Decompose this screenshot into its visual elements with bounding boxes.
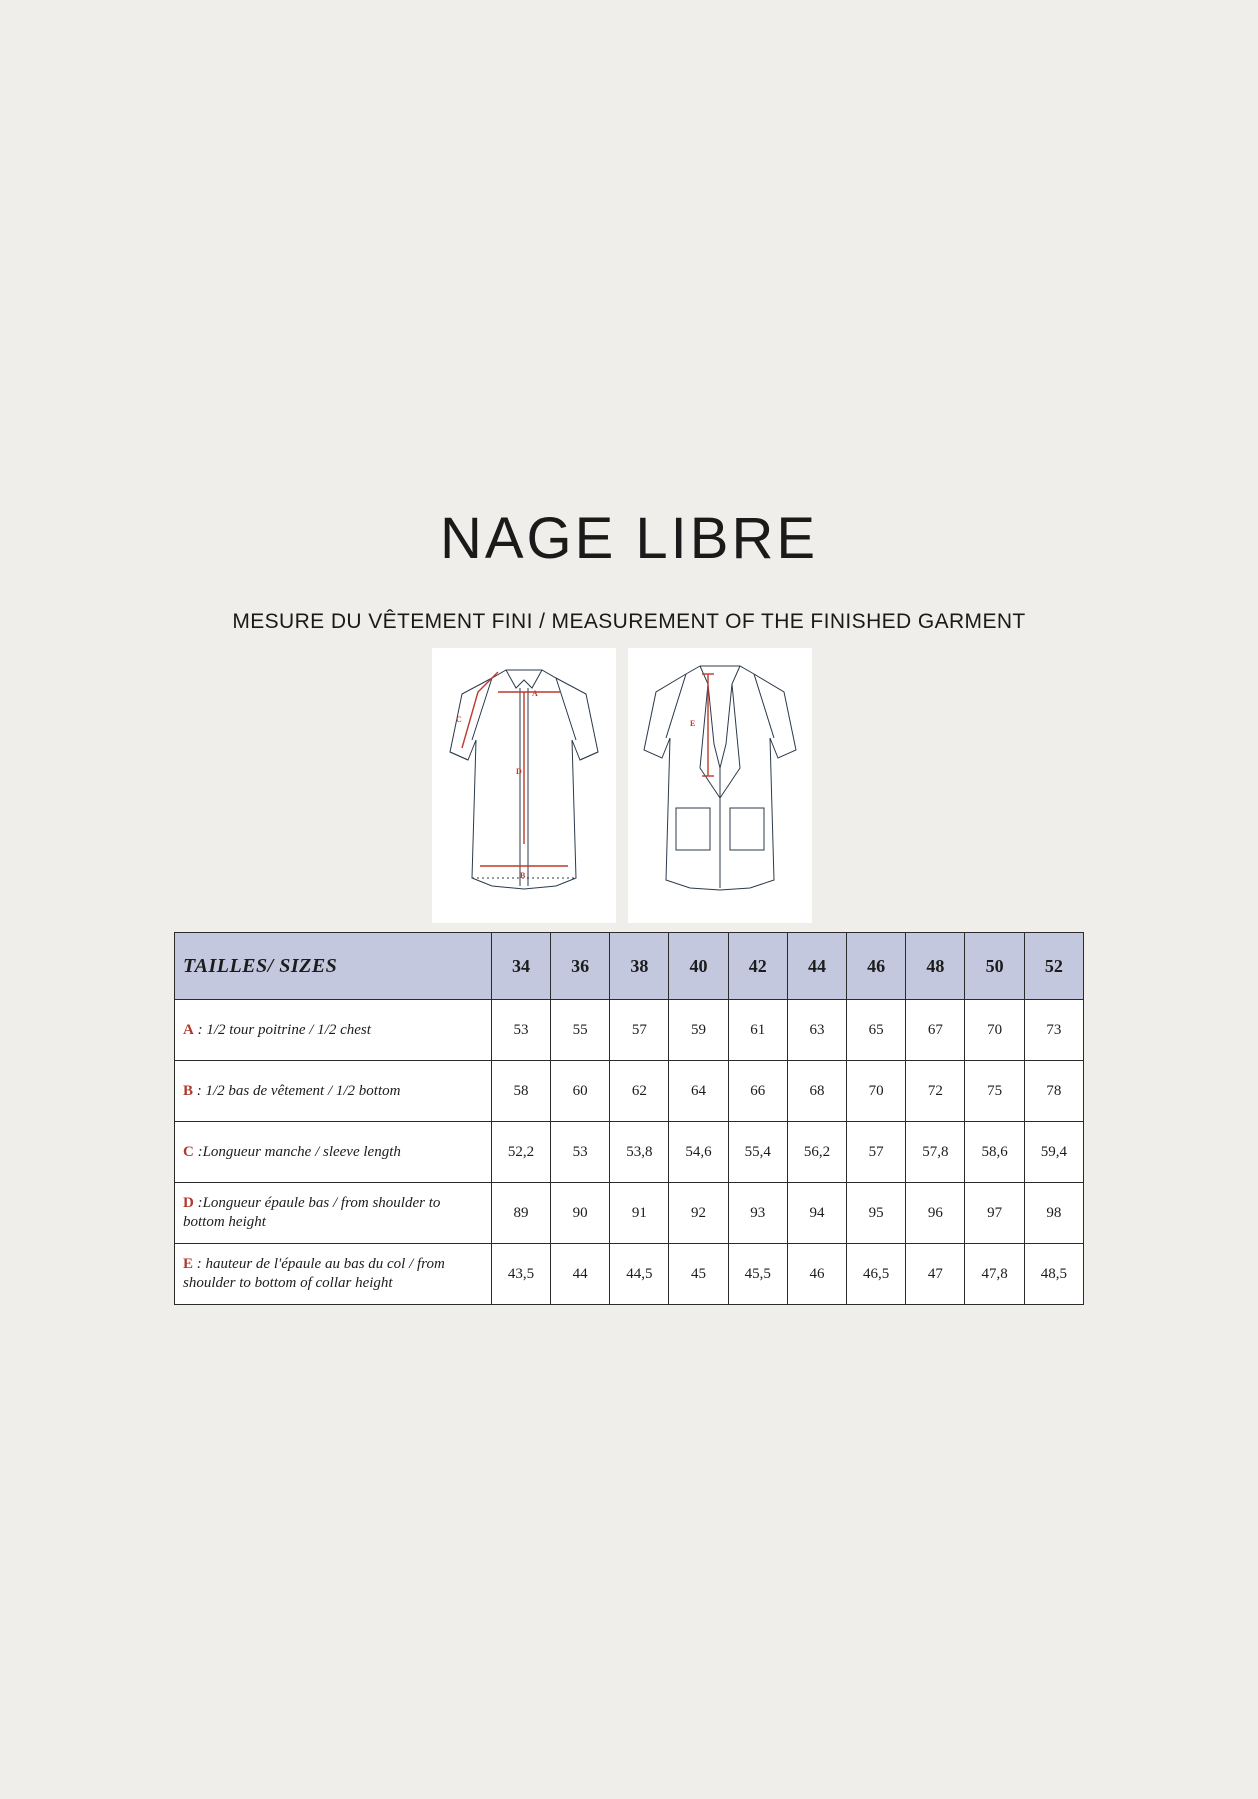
cell-a-34: 53 — [491, 1000, 550, 1061]
cell-d-42: 93 — [728, 1183, 787, 1244]
table-header-row — [175, 933, 1084, 1000]
cell-b-52: 78 — [1024, 1061, 1083, 1122]
annotation-c: C — [456, 715, 462, 724]
row-key-b: B — [183, 1082, 194, 1099]
header-size-52: 52 — [1024, 933, 1083, 1000]
technical-drawings — [432, 648, 812, 923]
cell-c-42: 55,4 — [728, 1122, 787, 1183]
cell-c-46: 57 — [847, 1122, 906, 1183]
cell-d-38: 91 — [610, 1183, 669, 1244]
row-text-e: : hauteur de l'épaule au bas du col / from shoulder to bottom of collar height — [183, 1256, 445, 1291]
row-label-d — [175, 1183, 492, 1244]
row-label-b — [175, 1061, 492, 1122]
cell-b-50: 75 — [965, 1061, 1024, 1122]
cell-a-40: 59 — [669, 1000, 728, 1061]
row-key-d: D — [183, 1195, 194, 1212]
cell-b-48: 72 — [906, 1061, 965, 1122]
table-row — [175, 1061, 1084, 1122]
cell-d-44: 94 — [787, 1183, 846, 1244]
cell-b-40: 64 — [669, 1061, 728, 1122]
garment-open-technical-drawing — [628, 648, 812, 923]
cell-b-34: 58 — [491, 1061, 550, 1122]
row-text-b: : 1/2 bas de vêtement / 1/2 bottom — [196, 1082, 401, 1099]
cell-e-48: 47 — [906, 1244, 965, 1305]
annotation-e: E — [690, 719, 696, 728]
cell-b-42: 66 — [728, 1061, 787, 1122]
cell-a-48: 67 — [906, 1000, 965, 1061]
row-label-a — [175, 1000, 492, 1061]
cell-e-34: 43,5 — [491, 1244, 550, 1305]
cell-b-38: 62 — [610, 1061, 669, 1122]
cell-e-44: 46 — [787, 1244, 846, 1305]
cell-a-42: 61 — [728, 1000, 787, 1061]
cell-c-48: 57,8 — [906, 1122, 965, 1183]
cell-a-38: 57 — [610, 1000, 669, 1061]
header-size-42: 42 — [728, 933, 787, 1000]
cell-b-36: 60 — [551, 1061, 610, 1122]
row-text-a: : 1/2 tour poitrine / 1/2 chest — [197, 1021, 371, 1038]
cell-a-52: 73 — [1024, 1000, 1083, 1061]
row-text-c: :Longueur manche / sleeve length — [197, 1143, 401, 1160]
header-sizes-label: TAILLES/ SIZES — [175, 933, 492, 1000]
table-row — [175, 1000, 1084, 1061]
header-size-38: 38 — [610, 933, 669, 1000]
cell-e-50: 47,8 — [965, 1244, 1024, 1305]
cell-d-50: 97 — [965, 1183, 1024, 1244]
cell-c-36: 53 — [551, 1122, 610, 1183]
cell-a-44: 63 — [787, 1000, 846, 1061]
cell-d-52: 98 — [1024, 1183, 1083, 1244]
annotation-a: A — [532, 689, 538, 698]
header-size-36: 36 — [551, 933, 610, 1000]
cell-c-40: 54,6 — [669, 1122, 728, 1183]
cell-e-52: 48,5 — [1024, 1244, 1083, 1305]
page-subtitle: MESURE DU VÊTEMENT FINI / MEASUREMENT OF THE FINISHED GARMENT — [232, 610, 1026, 633]
row-key-e: E — [183, 1256, 194, 1273]
header-size-50: 50 — [965, 933, 1024, 1000]
header-size-34: 34 — [491, 933, 550, 1000]
cell-c-52: 59,4 — [1024, 1122, 1083, 1183]
annotation-b: B — [520, 871, 526, 880]
row-key-a: A — [183, 1021, 194, 1038]
cell-c-50: 58,6 — [965, 1122, 1024, 1183]
cell-a-36: 55 — [551, 1000, 610, 1061]
cell-d-36: 90 — [551, 1183, 610, 1244]
table-row — [175, 1183, 1084, 1244]
header-size-48: 48 — [906, 933, 965, 1000]
page-title: NAGE LIBRE — [439, 506, 819, 571]
cell-b-44: 68 — [787, 1061, 846, 1122]
header-size-44: 44 — [787, 933, 846, 1000]
cell-a-50: 70 — [965, 1000, 1024, 1061]
cell-c-44: 56,2 — [787, 1122, 846, 1183]
header-size-40: 40 — [669, 933, 728, 1000]
cell-d-46: 95 — [847, 1183, 906, 1244]
cell-b-46: 70 — [847, 1061, 906, 1122]
measurements-table — [174, 932, 1084, 1305]
row-text-d: :Longueur épaule bas / from shoulder to bottom height — [183, 1195, 441, 1230]
cell-c-38: 53,8 — [610, 1122, 669, 1183]
cell-e-38: 44,5 — [610, 1244, 669, 1305]
cell-d-48: 96 — [906, 1183, 965, 1244]
garment-front-technical-drawing — [432, 648, 616, 923]
cell-d-40: 92 — [669, 1183, 728, 1244]
annotation-d: D — [516, 767, 522, 776]
cell-d-34: 89 — [491, 1183, 550, 1244]
cell-e-46: 46,5 — [847, 1244, 906, 1305]
table-row — [175, 1122, 1084, 1183]
header-size-46: 46 — [847, 933, 906, 1000]
row-label-e — [175, 1244, 492, 1305]
cell-a-46: 65 — [847, 1000, 906, 1061]
cell-e-36: 44 — [551, 1244, 610, 1305]
row-key-c: C — [183, 1143, 194, 1160]
table-row — [175, 1244, 1084, 1305]
cell-e-40: 45 — [669, 1244, 728, 1305]
row-label-c — [175, 1122, 492, 1183]
cell-c-34: 52,2 — [491, 1122, 550, 1183]
cell-e-42: 45,5 — [728, 1244, 787, 1305]
